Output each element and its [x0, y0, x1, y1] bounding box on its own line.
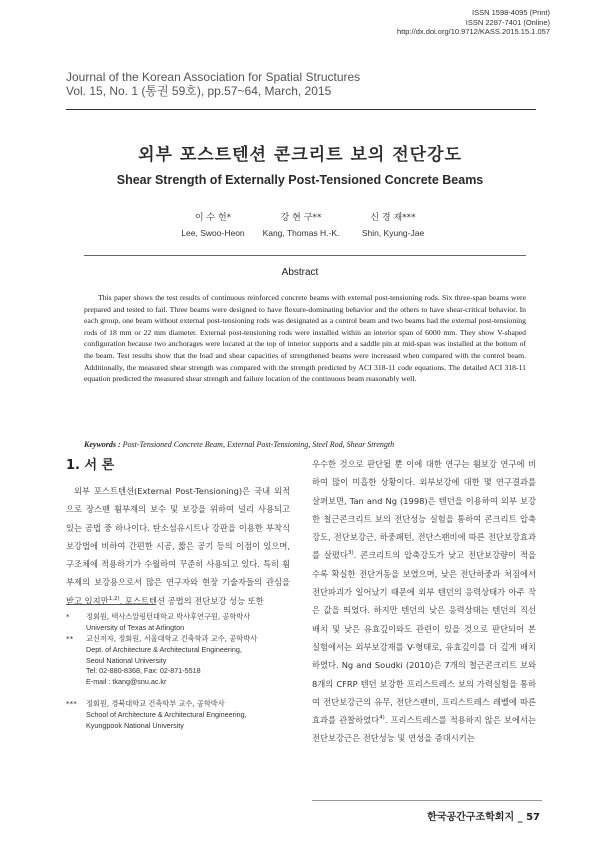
footer-rule	[312, 800, 542, 801]
author-2-ko: 강 현 구**	[280, 213, 322, 223]
corresponding-email[interactable]: E-mail : tkang@snu.ac.kr	[86, 677, 167, 687]
left-column	[66, 482, 290, 610]
issn-online: ISSN 2287-7401 (Online)	[465, 17, 550, 27]
header-rule	[66, 109, 536, 110]
citation-4: 4)	[379, 715, 385, 722]
footnote-rule	[66, 604, 156, 605]
abstract-heading: Abstract	[281, 267, 319, 278]
journal-info	[66, 70, 546, 98]
author-1-en: Lee, Swoo-Heon	[181, 228, 245, 238]
journal-volume: Vol. 15, No. 1 (통권 59호), pp.57~64, March, 2015	[66, 84, 332, 98]
citation-3: 3)	[347, 550, 354, 557]
footnote-2: ** 교신저자, 정회원, 서울대학교 건축학과 교수, 공학박사 Dept. of Architecture & Architectural Engineering, Seoul National University Tel: 02-880-8368, Fax: 02-871-5518 E-mail : tkang@snu.ac.kr	[66, 634, 286, 688]
abstract-rule-top	[84, 255, 526, 256]
citation-1-2: 1,2)	[108, 596, 120, 603]
doi-link[interactable]: http://dx.doi.org/10.9712/KASS.2015.15.1.057	[396, 27, 550, 36]
title-english: Shear Strength of Externally Post-Tensioned Concrete Beams	[116, 173, 484, 187]
left-paragraph-1: 외부 포스트텐션(External Post-Tensioning)은 국내 외적으로 장스팬 휨부재의 보수 및 보강을 위하여 널리 사용되고 있는 공법 중 하나이다. 탄소섬유시트나 강판을 이용한 부착식 보강법에 비하여 간편한 시공, 짧은 공기 등의 이점이 있으며, 구조체에 적용하기가 수월하여 꾸준히 사용되고 있다. 특히 휨부제의 보강용으로서 많은 연구자와 현장 기술자들의 관심을 받고 있지만$^{1,2)}$, 포스트텐션 공법의 전단보강 성능 또한	[66, 486, 290, 606]
author-3-en: Shin, Kyung-Jae	[361, 228, 425, 238]
abstract-text: This paper shows the test results of continuous reinforced concrete beams with external post-tensioning rods. Six three-span beams were prepared and tested to fail. Three beams were designed to have flexure-dominating behavior and the others to have shear-critical behavior. In each group, one beam without external post-tensioning rods was designated as a control beam and two beams had the external post-tensioning rods of 18 mm or 22 mm diameter. External post-tensioning rods were installed within an interior span of 6000 mm. They show V-shaped configuration because two anchorages were located at the top of interior supports and a saddle pin at mid-span was installed at the bottom of the beam. Test results show that the load and shear capacities of strengthened beams were increased when compared with the control beam. Additionally, the measured shear strength was compared with the strength predicted by ACI 318-11 code equations. The detailed ACI 318-11 equation predicted the measured shear strength and failure location of the continuous beam reasonably well.	[84, 293, 526, 384]
section-1-heading: 1. 서 론	[66, 458, 115, 473]
keywords	[84, 440, 544, 449]
journal-name: Journal of the Korean Association for Spatial Structures	[66, 70, 361, 84]
footnote-1: * 정회원, 텍사스알링턴대학교 박사후연구원, 공학박사 University of Texas at Arlington	[66, 612, 251, 632]
title-korean: 외부 포스트텐션 콘크리트 보의 전단강도	[138, 145, 462, 165]
page-footer: 한국공간구조학회지 _ 57	[427, 812, 540, 823]
keywords-text: Post-Tensioned Concrete Beam, External Post-Tensioning, Steel Rod, Shear Strength	[122, 440, 395, 449]
author-3	[333, 211, 453, 241]
right-paragraph: 우수한 것으로 판단될 뿐 이에 대한 연구는 휨보강 연구에 비하여 많이 미흡한 상황이다. 외부보강에 대한 몇 연구결과를 살펴보면, Tan and Ng (1998)은 텐던을 이용하여 외부 보강한 철근콘크리트 보의 전단성능 실험을 통하여 콘크리트 압축강도, 전단보강근, 하중패턴, 전단스팬비에 따른 전단보강효과를 살폈다$^{3)}$. 콘크리트의 압축강도가 낮고 전단보강량이 적을수록 확실한 전단거동을 보였으며, 낮은 전단하중과 처짐에서 전단파괴가 일어났기 때문에 외부 텐던의 응력상태가 아주 작은 값을 띄었다. 하지만 텐던의 낮은 응력상태는 텐던의 직선 배치 및 낮은 유효깊이와도 관련이 있을 것으로 판단되어 본 실험에서는 외부보강재를 V-형태로, 유효깊이를 더 깊게 배치하였다. Ng and Soudki (2010)은 7개의 철근콘크리트 보와 8개의 CFRP 텐던 보강한 프리스트레스 보의 가력실험을 통하여 전단보강근의 유무, 전단스팬비, 프리스트레스 레벨에 따른 효과를 관찰하였다$^{4)}$. 프리스트레스를 적용하지 않은 보에서는 전단보강근은 전단성능 및 연성을 증대시키는	[312, 459, 536, 744]
issn-block	[397, 8, 550, 37]
author-2-en: Kang, Thomas H.-K.	[262, 228, 340, 238]
author-3-ko: 신 경 재***	[370, 213, 416, 223]
author-1-ko: 이 수 헌*	[194, 213, 232, 223]
issn-print: ISSN 1598-4095 (Print)	[472, 8, 550, 17]
right-column	[312, 455, 536, 748]
footnote-3: *** 정회원, 경북대학교 건축학부 교수, 공학박사 School of Architecture & Architectural Engineering, Kyungpook National University	[66, 699, 247, 730]
keywords-label: Keywords :	[84, 440, 121, 449]
